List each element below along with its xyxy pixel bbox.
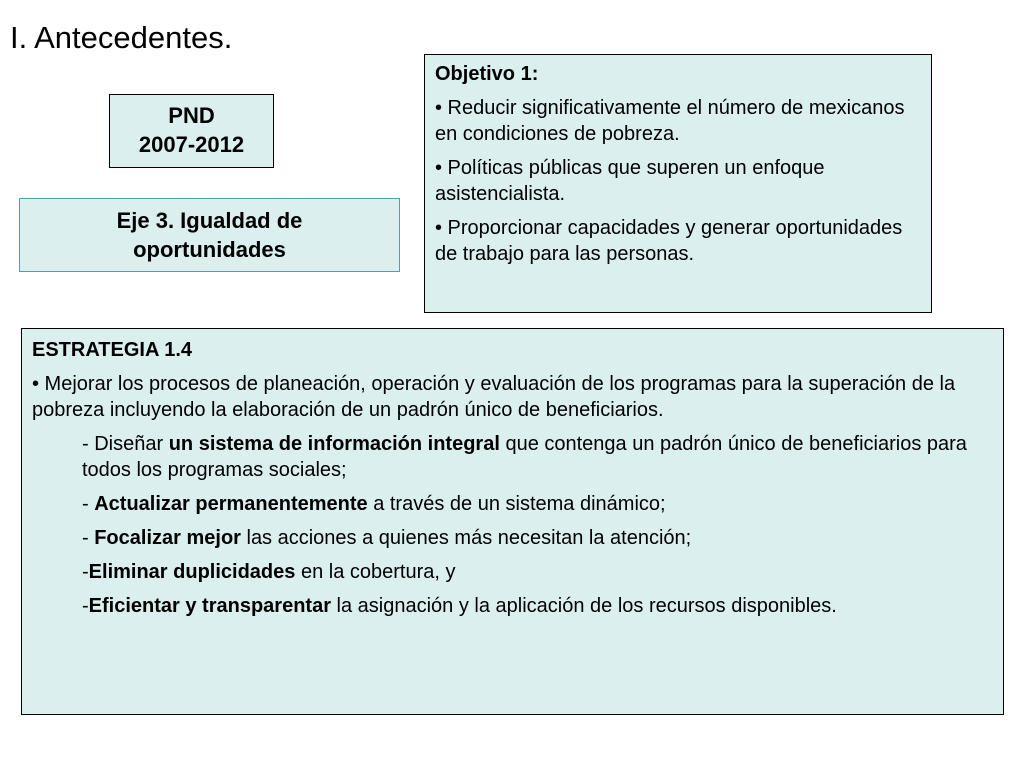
estrategia-subitem	[82, 525, 993, 551]
subitem-text: -	[82, 561, 89, 583]
estrategia-subitem	[82, 431, 993, 483]
eje-title-line1: Eje 3. Igualdad de	[116, 208, 303, 233]
eje-box	[19, 198, 400, 272]
pnd-period: 2007-2012	[138, 132, 245, 157]
eje-title-line2: oportunidades	[133, 237, 286, 262]
estrategia-subitem	[82, 559, 993, 585]
estrategia-box	[21, 328, 1004, 715]
objetivo-item: • Proporcionar capacidades y generar oportunidades de trabajo para las personas.	[435, 217, 903, 265]
subitem-text: - Diseñar	[82, 433, 169, 455]
subitem-text: las acciones a quienes más necesitan la atención;	[240, 527, 692, 549]
subitem-emphasis: Eficientar y transparentar	[88, 595, 331, 617]
objetivo-item: • Reducir significativamente el número de mexicanos en condiciones de pobreza.	[435, 97, 905, 145]
pnd-box	[109, 94, 274, 168]
subitem-text: la asignación y la aplicación de los recursos disponibles.	[331, 595, 837, 617]
objetivo-item: • Políticas públicas que superen un enfoque asistencialista.	[435, 157, 825, 205]
subitem-text: en la cobertura, y	[295, 561, 456, 583]
objetivo-heading: Objetivo 1:	[435, 63, 539, 85]
estrategia-bullet: • Mejorar los procesos de planeación, operación y evaluación de los programas para la superación de la pobreza incluyendo la elaboración de un padrón único de beneficiarios.	[32, 373, 956, 421]
subitem-text: a través de un sistema dinámico;	[367, 493, 666, 515]
estrategia-heading: ESTRATEGIA 1.4	[32, 339, 193, 361]
estrategia-subitem	[82, 491, 993, 517]
subitem-text: que contenga un padrón único de beneficiarios para todos los programas sociales;	[82, 433, 967, 481]
subitem-emphasis: un sistema de información integral	[168, 433, 500, 455]
pnd-label: PND	[168, 103, 215, 128]
objetivo-box	[424, 54, 932, 313]
subitem-emphasis: Eliminar duplicidades	[88, 561, 296, 583]
estrategia-subitem	[82, 593, 993, 619]
subitem-emphasis: Focalizar mejor	[94, 527, 241, 549]
subitem-text: -	[82, 493, 95, 515]
subitem-text: -	[82, 595, 89, 617]
subitem-emphasis: Actualizar permanentemente	[94, 493, 368, 515]
slide-title: I. Antecedentes.	[10, 20, 233, 55]
subitem-text: -	[82, 527, 95, 549]
